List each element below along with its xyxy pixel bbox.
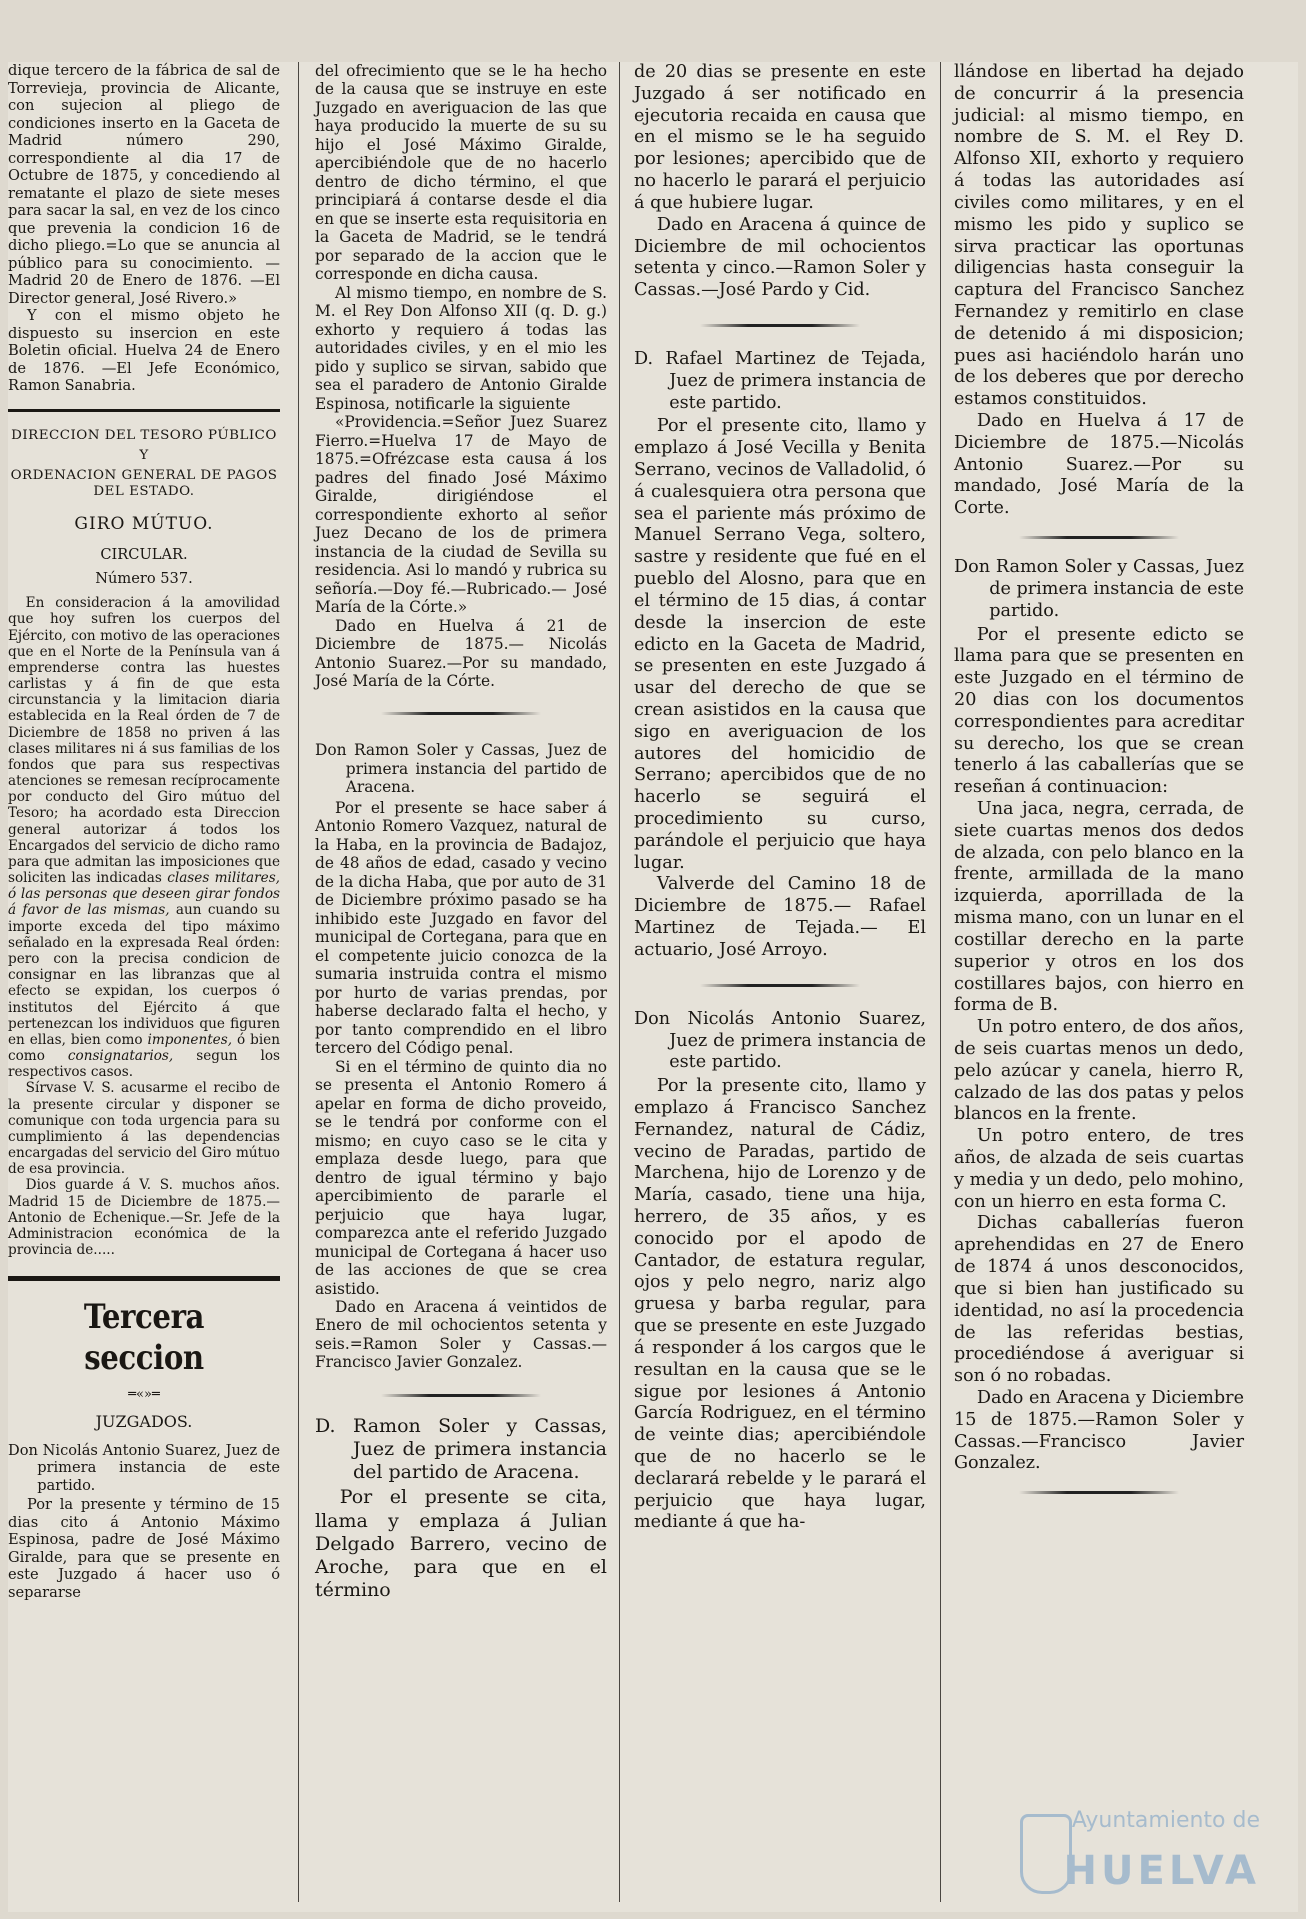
paragraph: Dichas caballerías fueron aprehendidas en 27 de Enero de 1874 á unos desconocidos, que si bien han justificado su identidad, no así la procedencia de las referidas bestias, procediéndose á averiguar si son ó no robadas. xyxy=(954,1213,1244,1387)
paragraph: del ofrecimiento que se le ha hecho de la causa que se instruye en este Juzgado en averiguacion de las que haya producido la muerte de su su hijo el José Máximo Giralde, apercibiéndole que de no hacerlo dentro de dicho término, el que principiará á contarse desde el dia en que se inserte esta requisitoria en la Gaceta de Madrid, se le tendrá por separado de la accion que le corresponde en dicha causa. xyxy=(315,62,607,284)
paragraph: Al mismo tiempo, en nombre de S. M. el Rey Don Alfonso XII (q. D. g.) exhorto y requiero á todas las autoridades civiles, y en el mio les pido y suplico se sirvan, sabido que sea el paradero de Antonio Giralde Espinosa, notificarle la siguiente xyxy=(315,283,607,413)
section-heading: DIRECCION DEL TESORO PÚBLICO xyxy=(11,427,277,443)
column-rule xyxy=(940,62,941,1902)
paragraph: Dado en Aracena á veintidos de Enero de mil ochocientos setenta y seis.=Ramon Soler y Cassas.— Francisco Javier Gonzalez. xyxy=(315,1298,607,1372)
section-divider xyxy=(8,409,280,412)
paragraph: Por el presente cito, llamo y emplazo á José Vecilla y Benita Serrano, vecinos de Valladolid, ó á cualesquiera otra persona que sea el pariente más próximo de Manuel Serrano Vega, soltero, sastre y residente que fué en el pueblo del Alosno, para que en el término de 15 dias, á contar desde la insercion de este edicto en la Gaceta de Madrid, se presenten en este Juzgado á usar del derecho de que se crean asistidos en la causa que sigo en averiguacion de los autores del homicidio de Serrano; apercibidos que de no hacerlo se seguirá el procedimiento su curso, parándole el perjuicio que haya lugar. xyxy=(634,416,926,873)
paragraph: Dado en Aracena y Diciembre 15 de 1875.—Ramon Soler y Cassas.—Francisco Javier Gonzalez. xyxy=(954,1387,1244,1474)
paragraph: «Providencia.=Señor Juez Suarez Fierro.=Huelva 17 de Mayo de 1875.=Ofrézcase esta causa á los padres del finado José Máximo Giralde, dirigiéndose el correspondiente exhorto al señor Juez Decano de los de primera instancia de la ciudad de Sevilla su residencia. Asi lo mandó y rubrica su señoría.—Doy fé.—Rubricado.— José María de la Córte.» xyxy=(315,413,607,617)
judge-heading: Don Nicolás Antonio Suarez, Juez de primera instancia de este partido. xyxy=(8,1441,280,1494)
column-1 xyxy=(8,62,280,1601)
ornament: ═«»═ xyxy=(128,1386,160,1402)
paragraph: Por el presente se hace saber á Antonio Romero Vazquez, natural de la Haba, en la provincia de Badajoz, de 48 años de edad, casado y vecino de la dicha Haba, que por auto de 31 de Diciembre próximo pasado se ha inhibido este Juzgado en favor del municipal de Cortegana, para que en el competente juicio conozca de la sumaria instruida contra el mismo por hurto de varias prendas, por haberse declarado falta el hecho, y por tanto comprendido en el libro tercero del Código penal. xyxy=(315,798,607,1058)
paragraph: Por la presente y término de 15 dias cito á Antonio Máximo Espinosa, padre de José Máximo Giralde, para que se presente en este Juzgado á hacer uso ó separarse xyxy=(8,1496,280,1601)
judge-heading: Don Nicolás Antonio Suarez, Juez de primera instancia de este partido. xyxy=(634,1008,926,1073)
paragraph: Por el presente edicto se llama para que se presenten en este Juzgado en el término de 20 dias con los documentos correspondientes para acreditar su derecho, los que se crean tenerlo á las caballerías que se reseñan á continuacion: xyxy=(954,624,1244,798)
paragraph: Sírvase V. S. acusarme el recibo de la presente circular y disponer se comunique con toda urgencia para su cumplimiento á las dependencias encargadas del servicio del Giro mútuo de esa provincia. xyxy=(8,1080,280,1178)
separator xyxy=(381,1394,541,1397)
separator xyxy=(1019,1491,1179,1494)
paragraph: Por el presente se cita, llama y emplaza á Julian Delgado Barrero, vecino de Aroche, para que en el término xyxy=(315,1486,607,1602)
paragraph: Un potro entero, de tres años, de alzada de seis cuartas y media y un dedo, pelo mohino, con un hierro en esta forma C. xyxy=(954,1126,1244,1212)
column-3 xyxy=(634,62,926,1534)
text-run: En consideracion á la amovilidad que hoy sufren los cuerpos del Ejército, con motivo de las operaciones que en el Norte de la Península van á emprenderse contra las huestes carlistas y á fin de que esta circunstancia y la limitacion diaria establecida en la Real órden de 7 de Diciembre de 1858 no priven á las clases militares ni á sus familias de los fondos que para sus respectivas atenciones se remesan recíprocamente por conducto del Giro mútuo del Tesoro; ha acordado esta Direccion general autorizar á todos los Encargados del servicio de dicho ramo para que admitan las imposiciones que soliciten las indicadas xyxy=(8,595,280,887)
column-2 xyxy=(315,62,607,1602)
paragraph: Dios guarde á V. S. muchos años. Madrid 15 de Diciembre de 1875.— Antonio de Echenique.—Sr. Jefe de la Administracion económica de la provincia de..... xyxy=(8,1177,280,1259)
paragraph: Dado en Aracena á quince de Diciembre de mil ochocientos setenta y cinco.—Ramon Soler y Cassas.—José Pardo y Cid. xyxy=(634,214,926,301)
judge-heading: Don Ramon Soler y Cassas, Juez de primera instancia del partido de Aracena. xyxy=(315,741,607,797)
separator xyxy=(700,984,860,987)
watermark-title: HUELVA xyxy=(1063,1848,1260,1894)
paragraph: Valverde del Camino 18 de Diciembre de 1875.— Rafael Martinez de Tejada.— El actuario, José Arroyo. xyxy=(634,874,926,960)
watermark xyxy=(1020,1806,1260,1894)
number-label: Número 537. xyxy=(95,569,193,587)
section-title: JUZGADOS. xyxy=(95,1412,193,1432)
section-banner: Tercera seccion xyxy=(83,1297,205,1379)
subheading: CIRCULAR. xyxy=(100,546,188,564)
section-divider xyxy=(8,1276,280,1281)
section-heading-connector: Y xyxy=(139,447,149,463)
paragraph: llándose en libertad ha dejado de concurrir á la presencia judicial: al mismo tiempo, en nombre de S. M. el Rey D. Alfonso XII, exhorto y requiero á todas las autoridades así civiles como militares, y en el mismo les pido y suplico se sirva practicar las oportunas diligencias hasta conseguir la captura del Francisco Sanchez Fernandez y remitirlo en clase de detenido á mi disposicion; pues asi haciéndolo harán uno de los deberes que por derecho estamos constituidos. xyxy=(954,62,1244,410)
text-run: segun los respectivos casos. xyxy=(8,1048,280,1081)
paragraph: de 20 dias se presente en este Juzgado á ser notificado en ejecutoria recaida en causa que en el mismo se le ha seguido por lesiones; apercibido que de no hacerlo le parará el perjuicio á que hubiere lugar. xyxy=(634,62,926,213)
judge-heading: D. Rafael Martinez de Tejada, Juez de primera instancia de este partido. xyxy=(634,348,926,413)
column-rule xyxy=(298,62,299,1902)
newspaper-page xyxy=(8,62,1298,1912)
italic-run: consignatarios, xyxy=(67,1048,174,1065)
paragraph xyxy=(8,595,280,1080)
paragraph: Dado en Huelva á 17 de Diciembre de 1875.—Nicolás Antonio Suarez.—Por su mandado, José María de la Corte. xyxy=(954,411,1244,519)
judge-heading: Don Ramon Soler y Cassas, Juez de primera instancia de este partido. xyxy=(954,557,1244,621)
paragraph: Si en el término de quinto dia no se presenta el Antonio Romero á apelar en forma de dicho proveido, se le tendrá por conforme con el mismo; en cuyo caso se le cita y emplaza desde luego, para que dentro de igual término y bajo apercibimiento de pararle el perjuicio que haya lugar, comparezca ante el referido Juzgado municipal de Cortegana á hacer uso de las acciones de que se crea asistido. xyxy=(315,1057,607,1298)
section-heading: ORDENACION GENERAL DE PAGOS DEL ESTADO. xyxy=(10,467,278,499)
column-rule xyxy=(619,62,620,1902)
separator xyxy=(381,712,541,715)
italic-run: imponentes, xyxy=(147,1031,233,1048)
text-run: ó bien como xyxy=(8,1031,280,1065)
paragraph: Un potro entero, de dos años, de seis cuartas menos un dedo, pelo azúcar y canela, hierro R, calzado de las dos patas y pelos blancos en la frente. xyxy=(954,1017,1244,1125)
paragraph: Y con el mismo objeto he dispuesto su insercion en este Boletin oficial. Huelva 24 de Enero de 1876. —El Jefe Económico, Ramon Sanabria. xyxy=(8,307,280,394)
italic-run: clases militares, ó las personas que deseen girar fondos á favor de las mismas, xyxy=(8,870,280,919)
judge-heading: D. Ramon Soler y Cassas, Juez de primera instancia del partido de Aracena. xyxy=(315,1414,607,1484)
paragraph: Dado en Huelva á 21 de Diciembre de 1875.— Nicolás Antonio Suarez.—Por su mandado, José María de la Córte. xyxy=(315,616,607,690)
watermark-subtitle: Ayuntamiento de xyxy=(1071,1808,1260,1833)
paragraph: dique tercero de la fábrica de sal de Torrevieja, provincia de Alicante, con sujecion al pliego de condiciones inserto en la Gaceta de Madrid número 290, correspondiente al dia 17 de Octubre de 1875, y concediendo al rematante el plazo de siete meses para sacar la sal, en vez de los cinco que prevenia la condicion 16 de dicho pliego.=Lo que se anuncia al público para su conocimiento. —Madrid 20 de Enero de 1876. —El Director general, José Rivero.» xyxy=(8,62,280,307)
section-title: GIRO MÚTUO. xyxy=(74,513,214,534)
text-run: aun cuando su importe exceda del tipo máximo señalado en la expresada Real órden: pero con la precisa condicion de consignar en las libranzas que al efecto se expidan, los cuerpos ó institutos del Ejército á que pertenezcan los individuos que figuren en ellas, bien como xyxy=(8,902,280,1048)
separator xyxy=(1019,536,1179,539)
separator xyxy=(700,324,860,327)
paragraph: Por la presente cito, llamo y emplazo á Francisco Sanchez Fernandez, natural de Cádiz, vecino de Paradas, partido de Marchena, hijo de Lorenzo y de María, casado, tiene una hija, herrero, de 35 años, y es conocido por el apodo de Cantador, de estatura regular, ojos y pelo negro, nariz algo gruesa y barba regular, para que se presente en este Juzgado á responder á los cargos que le resultan en la causa que se le sigue por lesiones á Antonio García Rodriguez, en el término de veinte dias; apercibiéndole que de no hacerlo se le declarará rebelde y le parará el perjuicio que haya lugar, mediante á que ha- xyxy=(634,1076,926,1533)
column-4 xyxy=(954,62,1244,1508)
paragraph: Una jaca, negra, cerrada, de siete cuartas menos dos dedos de alzada, con pelo blanco en la frente, armillada de la mano izquierda, aporrillada de la misma mano, con un lunar en el costillar derecho en la parte superior y otros en los dos costillares bajos, con hierro en forma de B. xyxy=(954,799,1244,1016)
